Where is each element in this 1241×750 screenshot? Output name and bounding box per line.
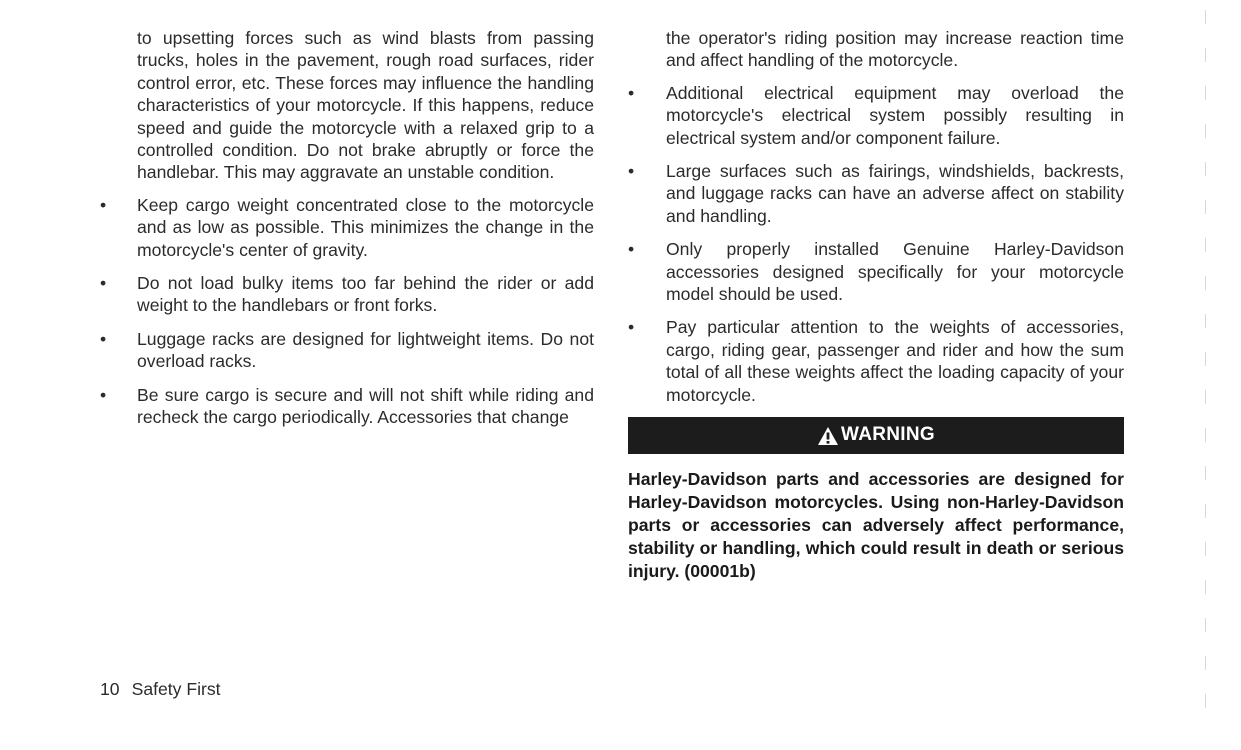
list-item-text: Be sure cargo is secure and will not shift while riding and recheck the cargo periodically. Accessories that change: [137, 384, 594, 428]
bullet-marker: •: [100, 194, 107, 215]
bullet-marker: •: [100, 328, 107, 349]
right-continuation-paragraph: the operator's riding position may increase reaction time and affect handling of the motorcycle.: [666, 28, 1124, 71]
list-item-text: Only properly installed Genuine Harley-Davidson accessories designed specifically for your motorcycle model should be used.: [666, 239, 1124, 305]
page-footer: [100, 679, 221, 700]
bullet-marker: •: [100, 384, 107, 405]
list-item-text: Luggage racks are designed for lightweight items. Do not overload racks.: [137, 328, 594, 372]
left-column: [100, 27, 594, 440]
right-column: [628, 27, 1124, 583]
warning-header: [628, 417, 1124, 454]
section-title: Safety First: [131, 679, 221, 699]
list-item-text: Do not load bulky items too far behind the rider or add weight to the handlebars or front forks.: [137, 273, 594, 316]
bullet-marker: •: [100, 273, 107, 294]
left-continuation-paragraph: to upsetting forces such as wind blasts from passing trucks, holes in the pavement, rough road surfaces, rider control error, etc. These forces may influence the handling characteristics of your motorcycle. If this happens, reduce speed and guide the motorcycle with a relaxed grip to a controlled condition. Do not brake abruptly or force the handlebar. This may aggravate an unstable condition.: [137, 28, 594, 183]
list-item: [628, 238, 1124, 305]
list-item-text: Pay particular attention to the weights of accessories, cargo, riding gear, passenger and rider and how the sum total of all these weights affect the loading capacity of your motorcycle.: [666, 317, 1124, 405]
warning-text: Harley-Davidson parts and accessories are designed for Harley-Davidson motorcycles. Using non-Harley-Davidson parts or accessories can adversely affect performance, stability or handling, which could result in death or serious injury. (00001b): [628, 469, 1124, 582]
page-number: 10: [100, 679, 120, 699]
list-item: [100, 384, 594, 429]
list-item-text: Large surfaces such as fairings, windshields, backrests, and luggage racks can have an adverse affect on stability and handling.: [666, 161, 1124, 226]
warning-title: WARNING: [841, 424, 935, 446]
list-item: [628, 316, 1124, 406]
bullet-marker: •: [628, 317, 635, 338]
list-item-text: Keep cargo weight concentrated close to the motorcycle and as low as possible. This minimizes the change in the motorcycle's center of gravity.: [137, 194, 594, 260]
bullet-marker: •: [628, 82, 635, 103]
left-bullet-list: [100, 194, 594, 429]
list-item: [100, 194, 594, 261]
list-item: [100, 272, 594, 317]
bullet-marker: •: [628, 239, 635, 260]
bullet-marker: •: [628, 161, 635, 182]
warning-triangle-icon: [817, 426, 839, 446]
page-edge-marks: [1205, 10, 1206, 720]
list-item-text: Additional electrical equipment may overload the motorcycle's electrical system possibly resulting in electrical system and/or component failure.: [666, 82, 1124, 148]
list-item: [100, 328, 594, 373]
list-item: [628, 82, 1124, 149]
list-item: [628, 160, 1124, 227]
right-bullet-list: [628, 82, 1124, 406]
